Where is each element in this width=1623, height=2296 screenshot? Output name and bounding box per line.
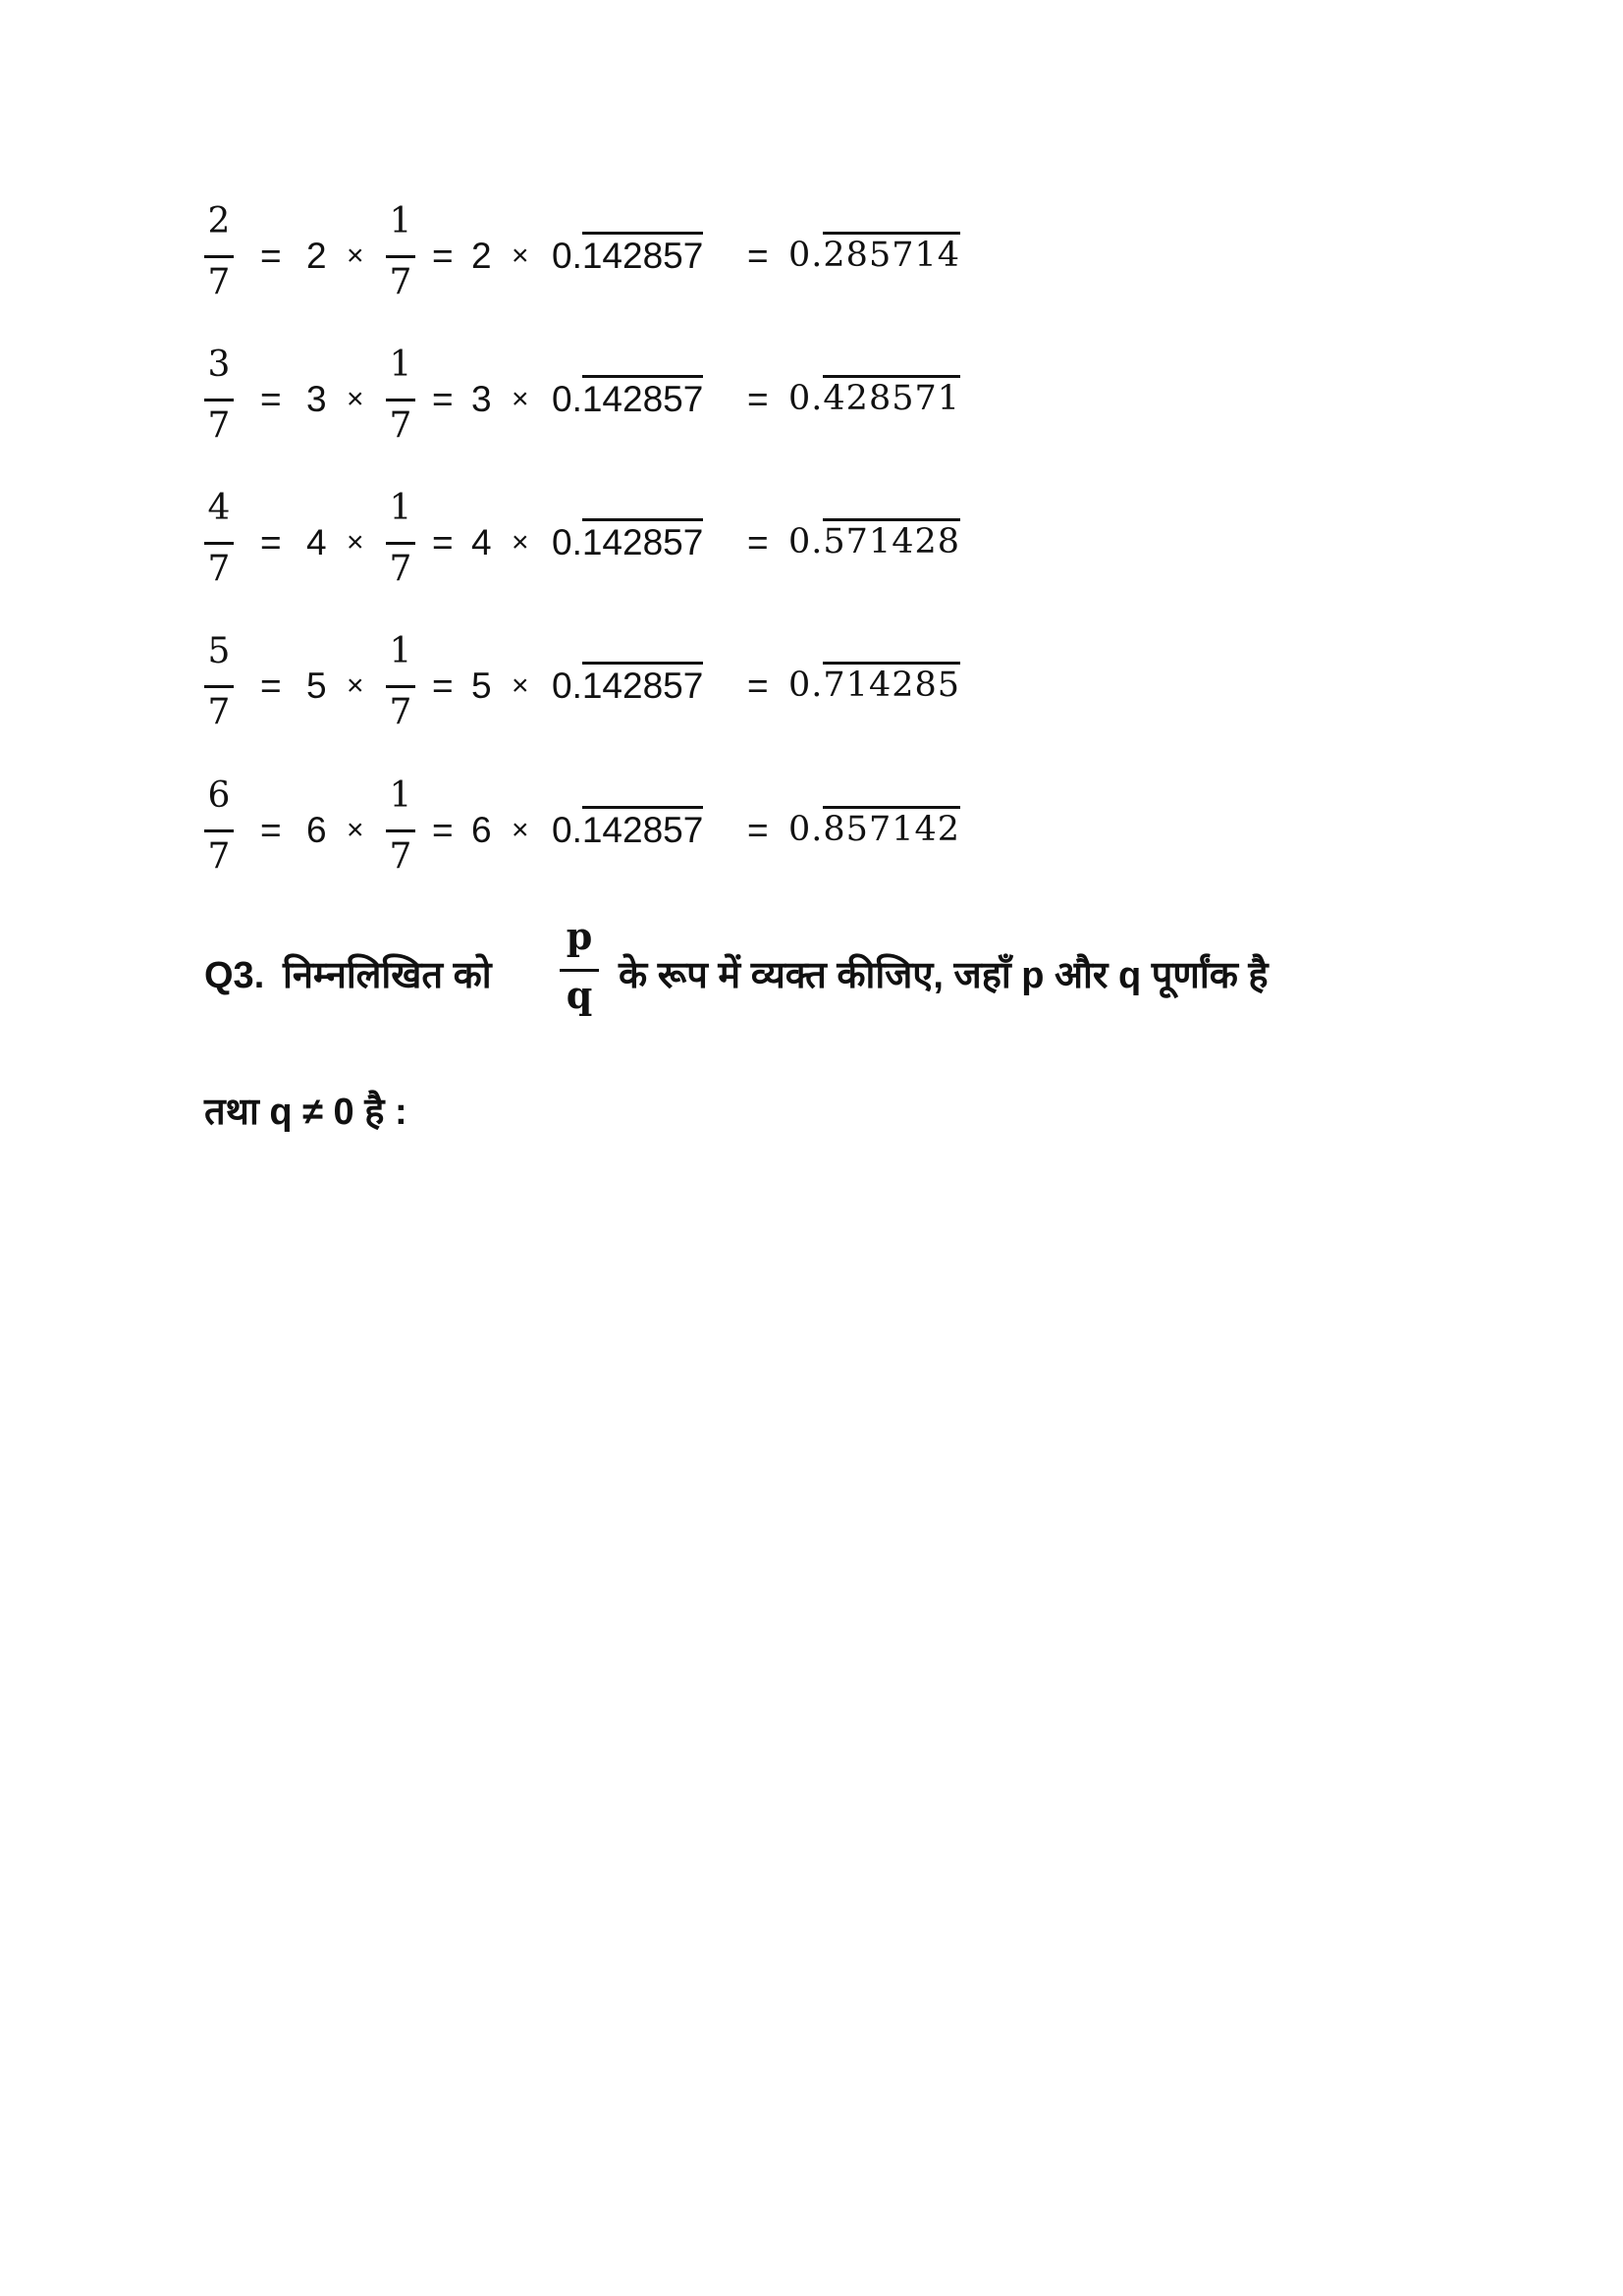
equals-sign: = xyxy=(260,810,282,850)
repeating-digits: 285714 xyxy=(823,232,960,275)
result-decimal xyxy=(788,236,961,275)
base-decimal xyxy=(552,238,703,274)
equals-sign: = xyxy=(747,236,769,276)
decimal-prefix: 0. xyxy=(552,236,582,276)
multiplier: 3 xyxy=(471,379,492,419)
fraction-bar xyxy=(386,685,415,688)
repeating-digits: 857142 xyxy=(823,806,960,849)
fraction-bar xyxy=(386,255,415,258)
decimal-prefix: 0. xyxy=(788,666,824,705)
question-number: Q3. xyxy=(204,955,265,996)
fraction-denominator: 7 xyxy=(389,692,412,732)
equals-sign: = xyxy=(747,379,769,419)
fraction-bar xyxy=(386,542,415,545)
equals-sign: = xyxy=(260,666,282,706)
fraction-numerator: 3 xyxy=(207,345,231,385)
fraction-numerator: 4 xyxy=(207,488,231,528)
equals-sign: = xyxy=(432,379,454,419)
times-sign: × xyxy=(512,383,529,415)
equals-sign: = xyxy=(747,522,769,562)
fraction-denominator: q xyxy=(566,973,593,1017)
multiplier: 2 xyxy=(471,236,492,276)
fraction-numerator: p xyxy=(566,914,593,958)
equation-row xyxy=(204,775,1186,886)
equals-sign: = xyxy=(747,810,769,850)
fraction-numerator: 1 xyxy=(389,488,412,528)
fraction-denominator: 7 xyxy=(207,692,231,732)
multiplier: 2 xyxy=(306,236,327,276)
multiplier: 5 xyxy=(471,666,492,706)
fraction-denominator: 7 xyxy=(207,262,231,302)
result-decimal xyxy=(788,522,961,561)
fraction-bar xyxy=(386,829,415,832)
equals-sign: = xyxy=(432,810,454,850)
result-decimal xyxy=(788,668,960,703)
fraction-bar xyxy=(204,399,234,401)
base-decimal xyxy=(552,667,703,704)
times-sign: × xyxy=(347,526,364,559)
fraction-denominator: 7 xyxy=(207,405,231,446)
equation-row xyxy=(204,488,1186,599)
fraction-denominator: 7 xyxy=(207,549,231,589)
equation-row xyxy=(204,631,1186,742)
decimal-prefix: 0. xyxy=(788,522,824,561)
multiplier: 6 xyxy=(306,810,327,850)
times-sign: × xyxy=(347,814,364,846)
equals-sign: = xyxy=(747,666,769,706)
times-sign: × xyxy=(512,526,529,559)
fraction-numerator: 6 xyxy=(207,775,231,816)
fraction-bar xyxy=(560,969,599,972)
question-text-before: निम्नलिखित को xyxy=(283,955,492,996)
equals-sign: = xyxy=(432,236,454,276)
decimal-prefix: 0. xyxy=(552,379,582,419)
repeating-digits: 142857 xyxy=(582,232,703,276)
result-decimal xyxy=(788,810,961,849)
repeating-digits: 142857 xyxy=(582,518,703,562)
repeating-digits: 142857 xyxy=(582,375,703,419)
times-sign: × xyxy=(347,669,364,702)
repeating-digits: 428571 xyxy=(823,375,960,418)
equals-sign: = xyxy=(432,666,454,706)
fraction-numerator: 1 xyxy=(389,631,412,671)
decimal-prefix: 0. xyxy=(552,810,582,850)
times-sign: × xyxy=(347,383,364,415)
fraction-bar xyxy=(386,399,415,401)
decimal-prefix: 0. xyxy=(788,236,824,275)
equals-sign: = xyxy=(260,236,282,276)
fraction-numerator: 2 xyxy=(207,201,231,241)
decimal-prefix: 0. xyxy=(788,810,824,849)
equals-sign: = xyxy=(260,522,282,562)
equals-sign: = xyxy=(432,522,454,562)
fraction-denominator: 7 xyxy=(389,262,412,302)
decimal-prefix: 0. xyxy=(552,666,582,706)
fraction-bar xyxy=(204,542,234,545)
multiplier: 5 xyxy=(306,666,327,706)
base-decimal xyxy=(552,812,703,848)
fraction-bar xyxy=(204,685,234,688)
base-decimal xyxy=(552,381,703,417)
multiplier: 4 xyxy=(471,522,492,562)
fraction-numerator: 1 xyxy=(389,775,412,816)
fraction-numerator: 1 xyxy=(389,345,412,385)
times-sign: × xyxy=(512,814,529,846)
fraction-bar xyxy=(204,829,234,832)
fraction-denominator: 7 xyxy=(389,549,412,589)
fraction-bar xyxy=(204,255,234,258)
fraction-numerator: 5 xyxy=(207,631,231,671)
repeating-digits: 142857 xyxy=(582,662,703,706)
multiplier: 6 xyxy=(471,810,492,850)
repeating-digits: 142857 xyxy=(582,806,703,850)
times-sign: × xyxy=(347,240,364,272)
equation-row xyxy=(204,347,1186,455)
equation-row xyxy=(204,201,1186,312)
multiplier: 4 xyxy=(306,522,327,562)
repeating-digits: 571428 xyxy=(823,518,960,561)
question-text-after: के रूप में व्यक्त कीजिए, जहाँ p और q पूर्णांक है xyxy=(619,955,1269,996)
times-sign: × xyxy=(512,669,529,702)
decimal-prefix: 0. xyxy=(788,379,824,418)
fraction-numerator: 1 xyxy=(389,201,412,241)
fraction-denominator: 7 xyxy=(389,836,412,877)
fraction-denominator: 7 xyxy=(207,836,231,877)
times-sign: × xyxy=(512,240,529,272)
question-line-2: तथा q ≠ 0 है : xyxy=(204,1092,407,1133)
equals-sign: = xyxy=(260,379,282,419)
fraction-denominator: 7 xyxy=(389,405,412,446)
base-decimal xyxy=(552,524,703,561)
multiplier: 3 xyxy=(306,379,327,419)
repeating-digits: 714285 xyxy=(823,662,960,705)
result-decimal xyxy=(788,379,961,418)
decimal-prefix: 0. xyxy=(552,522,582,562)
